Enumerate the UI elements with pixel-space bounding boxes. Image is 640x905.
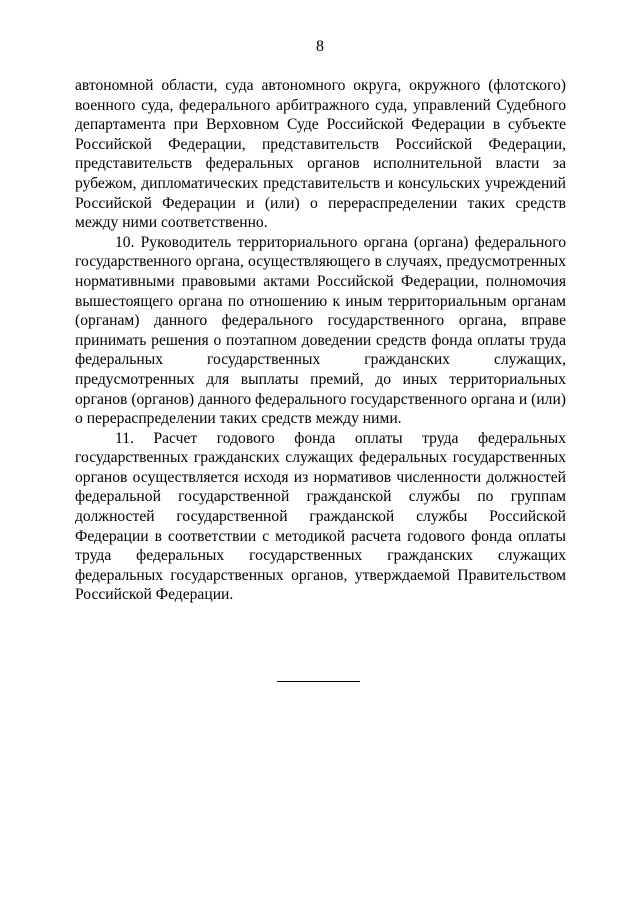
document-body [75,76,566,605]
page-number: 8 [316,38,324,55]
paragraph-10: 10. Руководитель территориального органа (органа) федерального государственного органа, осуществляющего в случаях, предусмотренных нормативными правовыми актами Российской Федерации, полномочия вышестоящего органа по отношению к иным территориальным органам (органам) данного федерального государственного органа, вправе принимать решения о поэтапном доведении средств фонда оплаты труда федеральных государственных гражданских служащих, предусмотренных для выплаты премий, до иных территориальных органов (органов) данного федерального государственного органа и (или) о перераспределении таких средств между ними. [75,233,566,428]
paragraph-11: 11. Расчет годового фонда оплаты труда федеральных государственных гражданских служащих федеральных государственных органов осуществляется исходя из нормативов численности должностей федеральной государственной гражданской службы по группам должностей государственной гражданской службы Российской Федерации в соответствии с методикой расчета годового фонда оплаты труда федеральных государственных гражданских служащих федеральных государственных органов, утверждаемой Правительством Российской Федерации. [75,429,566,604]
end-of-document-rule [277,681,360,682]
paragraph-continuation: автономной области, суда автономного округа, окружного (флотского) военного суда, федерального арбитражного суда, управлений Судебного департамента при Верховном Суде Российской Федерации в субъекте Российской Федерации, представительств Российской Федерации, представительств федеральных органов исполнительной власти за рубежом, дипломатических представительств и консульских учреждений Российской Федерации и (или) о перераспределении таких средств между ними соответственно. [75,77,566,232]
